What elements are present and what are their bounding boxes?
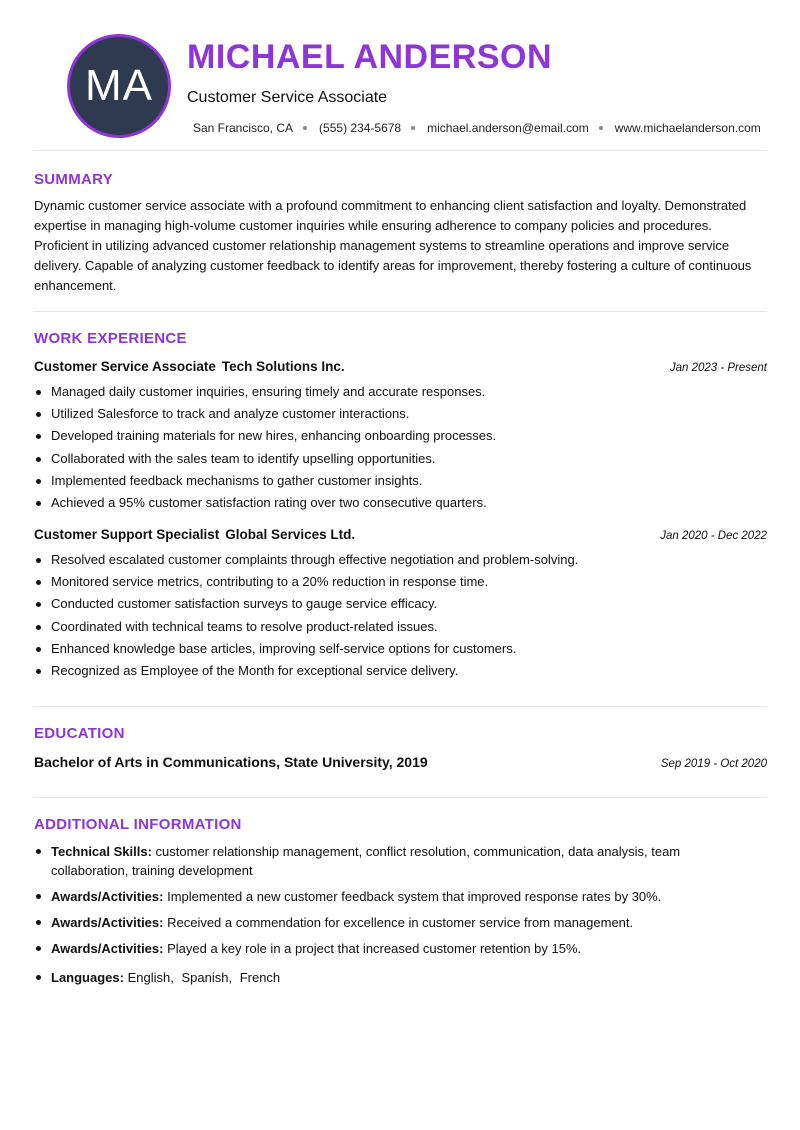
- language-item: English,: [127, 970, 174, 985]
- info-text: Received a commendation for excellence in customer service from management.: [167, 915, 634, 930]
- education-entry: [34, 754, 767, 770]
- info-text: customer relationship management, conflict resolution, communication, data analysis, team collaboration, training development: [51, 844, 681, 878]
- section-divider: [33, 797, 767, 798]
- list-item: [51, 887, 751, 906]
- job-dates: Jan 2020 - Dec 2022: [660, 530, 767, 542]
- avatar: [67, 34, 171, 138]
- summary-heading: SUMMARY: [34, 171, 114, 188]
- language-item: Spanish,: [181, 970, 233, 985]
- section-divider: [33, 311, 767, 312]
- info-label: Awards/Activities:: [51, 889, 164, 904]
- languages-label: Languages:: [51, 970, 124, 985]
- contact-email[interactable]: michael.anderson@email.com: [427, 121, 589, 135]
- education-dates: Sep 2019 - Oct 2020: [660, 758, 767, 770]
- contact-phone[interactable]: (555) 234-5678: [319, 121, 402, 135]
- job-title: [34, 359, 345, 374]
- contact-separator: [599, 126, 603, 130]
- list-item: Managed daily customer inquiries, ensuring timely and accurate responses.: [51, 381, 771, 403]
- list-item: Conducted customer satisfaction surveys to gauge service efficacy.: [51, 593, 771, 615]
- job-dates: Jan 2023 - Present: [669, 362, 767, 374]
- job-position: Customer Service Associate: [34, 359, 216, 374]
- avatar-initials: MA: [85, 61, 153, 110]
- list-item: Recognized as Employee of the Month for exceptional service delivery.: [51, 660, 771, 682]
- language-item: French: [239, 970, 281, 985]
- list-item: Developed training materials for new hires, enhancing onboarding processes.: [51, 425, 771, 447]
- summary-text: Dynamic customer service associate with a profound commitment to enhancing client satisfaction and loyalty. Demonstrated expertise in managing high-volume customer inquiries while ensuring adherence to company policies and procedures. Proficient in utilizing advanced customer relationship management systems to streamline operations and improve service delivery. Capable of analyzing customer feedback to identify areas for improvement, thereby fostering a culture of continuous enhancement.: [34, 198, 752, 293]
- additional-list: [51, 842, 751, 994]
- contact-separator: [303, 126, 307, 130]
- job-title: [34, 527, 355, 542]
- list-item: Monitored service metrics, contributing to a 20% reduction in response time.: [51, 571, 771, 593]
- job-company: Global Services Ltd.: [225, 527, 356, 542]
- education-degree: Bachelor of Arts in Communications, State University, 2019: [34, 754, 428, 770]
- resume-header: [33, 0, 767, 150]
- job-header: [34, 527, 767, 542]
- list-item: Coordinated with technical teams to resolve product-related issues.: [51, 616, 771, 638]
- job-bullets: [51, 549, 771, 682]
- candidate-role: Customer Service Associate: [187, 89, 388, 106]
- additional-heading: ADDITIONAL INFORMATION: [34, 816, 242, 833]
- section-divider: [33, 150, 767, 151]
- info-label: Technical Skills:: [51, 844, 152, 859]
- list-item: Implemented feedback mechanisms to gather customer insights.: [51, 470, 771, 492]
- job-bullets: [51, 381, 771, 514]
- list-item: Enhanced knowledge base articles, improving self-service options for customers.: [51, 638, 771, 660]
- info-text: Played a key role in a project that increased customer retention by 15%.: [167, 941, 582, 956]
- info-text: Implemented a new customer feedback system that improved response rates by 30%.: [167, 889, 662, 904]
- job-position: Customer Support Specialist: [34, 527, 220, 542]
- contact-line: [193, 121, 761, 135]
- experience-heading: WORK EXPERIENCE: [34, 330, 187, 347]
- contact-separator: [411, 126, 415, 130]
- contact-website[interactable]: www.michaelanderson.com: [614, 121, 761, 135]
- list-item: [51, 913, 751, 932]
- info-label: Awards/Activities:: [51, 941, 164, 956]
- job-header: [34, 359, 767, 374]
- job-company: Tech Solutions Inc.: [221, 359, 345, 374]
- list-item: [51, 842, 751, 880]
- list-item: Collaborated with the sales team to identify upselling opportunities.: [51, 448, 771, 470]
- list-item: [51, 968, 751, 987]
- education-heading: EDUCATION: [34, 725, 125, 742]
- list-item: Utilized Salesforce to track and analyze customer interactions.: [51, 403, 771, 425]
- candidate-name: MICHAEL ANDERSON: [187, 38, 553, 76]
- list-item: Achieved a 95% customer satisfaction rating over two consecutive quarters.: [51, 492, 771, 514]
- section-divider: [33, 706, 767, 707]
- contact-location: San Francisco, CA: [193, 121, 294, 135]
- info-label: Awards/Activities:: [51, 915, 164, 930]
- list-item: [51, 939, 751, 958]
- list-item: Resolved escalated customer complaints through effective negotiation and problem-solving.: [51, 549, 771, 571]
